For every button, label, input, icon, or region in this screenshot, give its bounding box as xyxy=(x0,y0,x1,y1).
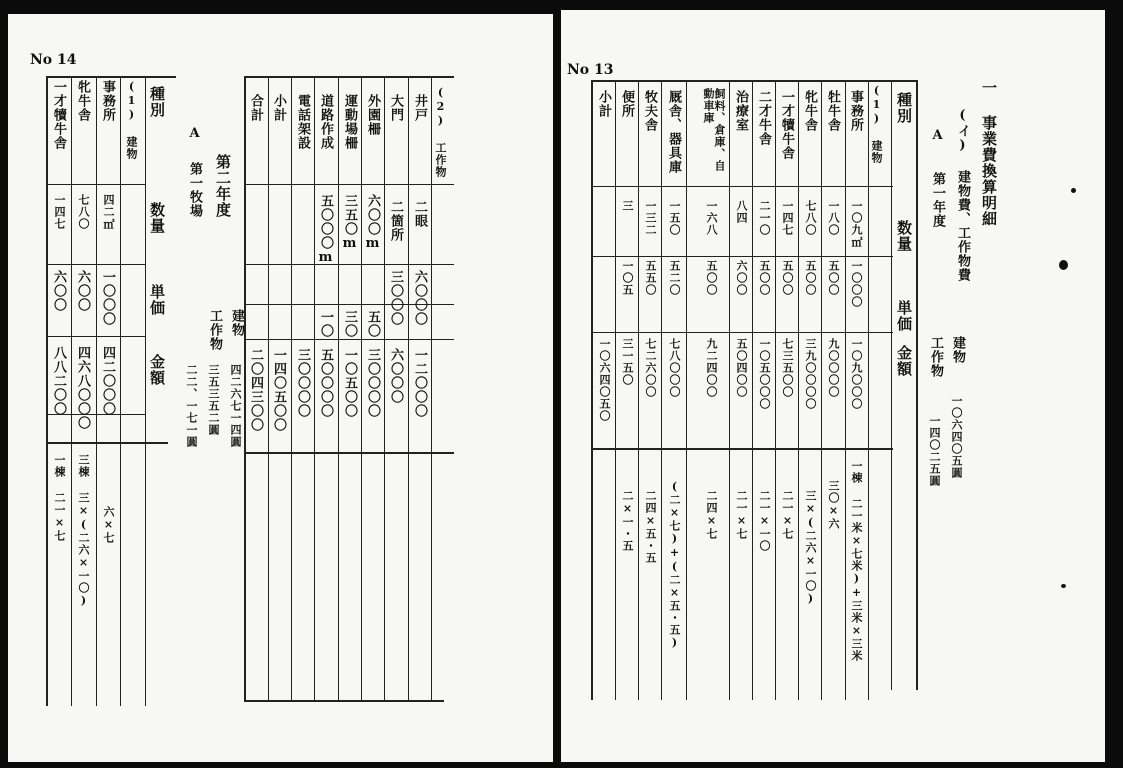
page-number: No 14 xyxy=(30,52,77,68)
row-note: 六×七 xyxy=(102,506,115,544)
row-qty: 二眼 xyxy=(412,200,427,228)
col-rule xyxy=(96,76,97,706)
row-qty: 二箇所 xyxy=(388,200,403,242)
row-qty: 一三二 xyxy=(644,200,657,236)
row-amount: 三〇〇〇〇 xyxy=(365,348,380,418)
total-value: 二二、一七一圓 xyxy=(185,364,198,448)
table-bottom-rule xyxy=(244,700,444,702)
row-rule xyxy=(48,336,146,337)
row-note: 三棟 三×(二六×一〇) xyxy=(77,454,90,608)
row-unit: 五〇〇 xyxy=(827,260,840,296)
right-page xyxy=(561,10,1105,762)
col-rule xyxy=(268,76,269,702)
row-note: 一棟 二一米×七米)+三米×三米 xyxy=(850,460,863,662)
row-unit: 五〇〇 xyxy=(804,260,817,296)
row-amount: 九二四〇〇 xyxy=(705,338,718,398)
main-heading: 一 事業費換算明細 xyxy=(980,80,998,227)
row-note: 一棟 二一×七 xyxy=(53,454,66,542)
table-left-rule xyxy=(244,76,246,702)
row-amount: 一〇九〇〇〇 xyxy=(850,338,863,410)
row-name: 事務所 xyxy=(848,90,863,132)
row-name: 電話架設 xyxy=(295,94,310,150)
header-kind: 種別 xyxy=(148,86,166,118)
row-rule xyxy=(246,184,454,185)
section-a: A xyxy=(187,126,202,142)
row-rule xyxy=(593,448,893,450)
row-rule xyxy=(246,264,454,265)
row-amount: 四二〇〇〇 xyxy=(100,346,115,416)
row-amount: 六〇〇〇 xyxy=(388,348,403,404)
row-amount: 五〇〇〇〇 xyxy=(318,348,333,418)
col-rule xyxy=(661,80,662,700)
table-top-rule xyxy=(244,76,454,78)
row-unit: 一〇 xyxy=(318,310,333,338)
section-label: (2) 工作物 xyxy=(434,86,447,178)
row-note: 二×一・五 xyxy=(621,490,634,552)
col-rule xyxy=(638,80,639,700)
header-kind: 種別 xyxy=(895,92,913,124)
table-left-rule xyxy=(591,80,593,700)
row-name: 井戸 xyxy=(412,94,427,122)
row-qty: 七八〇 xyxy=(77,194,90,230)
row-note: 二一×七 xyxy=(781,490,794,540)
row-name: 厩舎、器具庫 xyxy=(666,90,681,174)
total-label: 合計 xyxy=(248,94,263,122)
row-rule xyxy=(246,339,454,340)
row-name: 飼料、倉庫、自動車庫 xyxy=(702,88,726,172)
structures-value: 三五三五二圓 xyxy=(207,364,220,436)
row-qty: 三 xyxy=(621,200,634,212)
col-rule xyxy=(338,76,339,702)
row-rule xyxy=(593,332,893,333)
section-label: (1) 建物 xyxy=(870,84,883,164)
header-qty: 数量 xyxy=(895,220,913,252)
row-qty: 五〇〇〇m xyxy=(318,194,333,266)
row-name: 牡牛舎 xyxy=(825,90,840,132)
row-unit: 六〇〇〇 xyxy=(412,270,427,326)
subtotal-label: 小計 xyxy=(596,90,611,118)
ranch-label: 第一牧場 xyxy=(187,162,202,218)
col-rule xyxy=(868,80,869,700)
buildings-value: 一〇六四〇五圓 xyxy=(950,395,963,479)
row-name: 運動場柵 xyxy=(342,94,357,150)
row-unit: 一〇〇〇 xyxy=(100,270,115,326)
row-unit: 一〇〇〇 xyxy=(850,260,863,308)
structures-label: 工作物 xyxy=(928,336,943,378)
row-amount: 四六八〇〇〇 xyxy=(75,346,90,430)
row-rule xyxy=(48,264,146,265)
row-name: 道路作成 xyxy=(318,94,333,150)
row-name: 外園柵 xyxy=(365,94,380,136)
row-amount: 七三五〇〇 xyxy=(781,338,794,398)
col-rule xyxy=(71,76,72,706)
row-rule xyxy=(593,186,893,187)
row-qty: 一八〇 xyxy=(827,200,840,236)
col-rule xyxy=(291,76,292,702)
row-name: 牝牛舎 xyxy=(802,90,817,132)
subtotal-amount: 一〇六四〇五〇 xyxy=(598,338,611,422)
structures-value: 一四〇二五圓 xyxy=(928,415,941,487)
row-name: 牧夫舎 xyxy=(642,90,657,132)
year-title: 第一年度 xyxy=(930,172,945,228)
row-amount: 八八二〇〇 xyxy=(51,346,66,416)
row-unit: 六〇〇 xyxy=(51,270,66,312)
header-amount: 金額 xyxy=(148,354,166,386)
row-note: 三〇×六 xyxy=(827,480,840,530)
col-rule xyxy=(384,76,385,702)
row-note: 二四×五・五 xyxy=(644,490,657,564)
col-rule xyxy=(145,76,146,706)
row-amount: 三一五〇 xyxy=(621,338,634,386)
col-rule xyxy=(431,76,432,702)
col-rule xyxy=(775,80,776,700)
header-unit: 単価 xyxy=(148,284,166,316)
col-rule xyxy=(845,80,846,700)
subtotal-amount: 一四〇五〇〇 xyxy=(271,348,286,432)
row-amount: 三九〇〇〇〇 xyxy=(804,338,817,410)
row-name: 大門 xyxy=(388,94,403,122)
col-rule xyxy=(408,76,409,702)
buildings-value: 四二六七一四圓 xyxy=(229,364,242,448)
col-rule xyxy=(891,80,892,690)
row-qty: 二一〇 xyxy=(758,200,771,236)
row-qty: 六〇〇m xyxy=(365,194,380,252)
row-qty: 八四 xyxy=(735,200,748,224)
row-name: 治療室 xyxy=(733,90,748,132)
row-name: 便所 xyxy=(619,90,634,118)
row-amount: 一〇五〇〇 xyxy=(342,348,357,418)
table-left-rule xyxy=(46,76,48,706)
row-note: 二四×七 xyxy=(705,490,718,540)
row-qty: 一四七 xyxy=(53,194,66,230)
scan-mark xyxy=(1061,584,1066,588)
row-unit: 五〇〇 xyxy=(781,260,794,296)
row-rule xyxy=(48,184,146,185)
row-note: 三×(二六×一〇) xyxy=(804,490,817,606)
scan-mark xyxy=(1059,260,1068,270)
total-amount: 二〇四三〇〇 xyxy=(248,348,263,432)
row-unit: 六〇〇 xyxy=(735,260,748,296)
row-note: (二×七)+(二×五・五) xyxy=(668,480,681,650)
col-rule xyxy=(686,80,687,700)
section-label: (1) 建物 xyxy=(125,80,138,160)
row-rule xyxy=(48,442,168,444)
header-qty: 数量 xyxy=(148,202,166,234)
row-qty: 四二㎡ xyxy=(102,194,115,230)
page-number: No 13 xyxy=(567,62,614,78)
structures-label: 工作物 xyxy=(207,309,222,351)
col-rule xyxy=(120,76,121,706)
row-amount: 一〇五〇〇〇 xyxy=(758,338,771,410)
row-qty: 三五〇m xyxy=(342,194,357,252)
row-unit: 三〇〇〇 xyxy=(388,270,403,326)
row-amount: 一二〇〇〇 xyxy=(412,348,427,418)
row-qty: 一六八 xyxy=(705,200,718,236)
row-unit: 五〇〇 xyxy=(758,260,771,296)
row-amount: 九〇〇〇〇 xyxy=(827,338,840,398)
header-unit: 単価 xyxy=(895,300,913,332)
row-note: 二一×七 xyxy=(735,490,748,540)
buildings-label: 建物 xyxy=(229,309,244,337)
section-a: A xyxy=(930,128,945,144)
row-unit: 一〇五 xyxy=(621,260,634,296)
row-qty: 一四七 xyxy=(781,200,794,236)
header-amount: 金額 xyxy=(895,345,913,377)
row-qty: 一五〇 xyxy=(668,200,681,236)
subtotal-label: 小計 xyxy=(271,94,286,122)
left-page xyxy=(8,14,553,762)
col-rule xyxy=(729,80,730,700)
year-title: 第二年度 xyxy=(214,154,232,218)
row-amount: 三〇〇〇〇 xyxy=(295,348,310,418)
col-rule xyxy=(798,80,799,700)
scan-mark xyxy=(1071,188,1076,193)
col-rule xyxy=(361,76,362,702)
row-unit: 三〇 xyxy=(342,310,357,338)
row-amount: 五〇四〇〇 xyxy=(735,338,748,398)
row-unit: 五五〇 xyxy=(644,260,657,296)
row-qty: 一〇九㎡ xyxy=(850,200,863,248)
row-name: 二才牛舎 xyxy=(756,90,771,146)
col-rule xyxy=(752,80,753,700)
row-qty: 七八〇 xyxy=(804,200,817,236)
row-name: 事務所 xyxy=(100,80,115,122)
row-amount: 七二六〇〇 xyxy=(644,338,657,398)
row-amount: 七八〇〇〇 xyxy=(668,338,681,398)
table-right-rule xyxy=(916,80,918,690)
row-unit: 五〇 xyxy=(365,310,380,338)
row-name: 牝牛舎 xyxy=(75,80,90,122)
row-unit: 五二〇 xyxy=(668,260,681,296)
col-rule xyxy=(314,76,315,702)
row-note: 二一×一〇 xyxy=(758,490,771,552)
row-name: 一才犢牛舎 xyxy=(779,90,794,160)
row-rule xyxy=(593,256,893,257)
row-unit: 五〇〇 xyxy=(705,260,718,296)
table-top-rule xyxy=(46,76,176,78)
row-unit: 六〇〇 xyxy=(75,270,90,312)
col-rule xyxy=(615,80,616,700)
buildings-label: 建物 xyxy=(950,336,965,364)
col-rule xyxy=(821,80,822,700)
row-rule xyxy=(246,452,454,454)
row-name: 一才犢牛舎 xyxy=(51,80,66,150)
sub-heading: (イ) 建物費、工作物費 xyxy=(955,108,970,282)
